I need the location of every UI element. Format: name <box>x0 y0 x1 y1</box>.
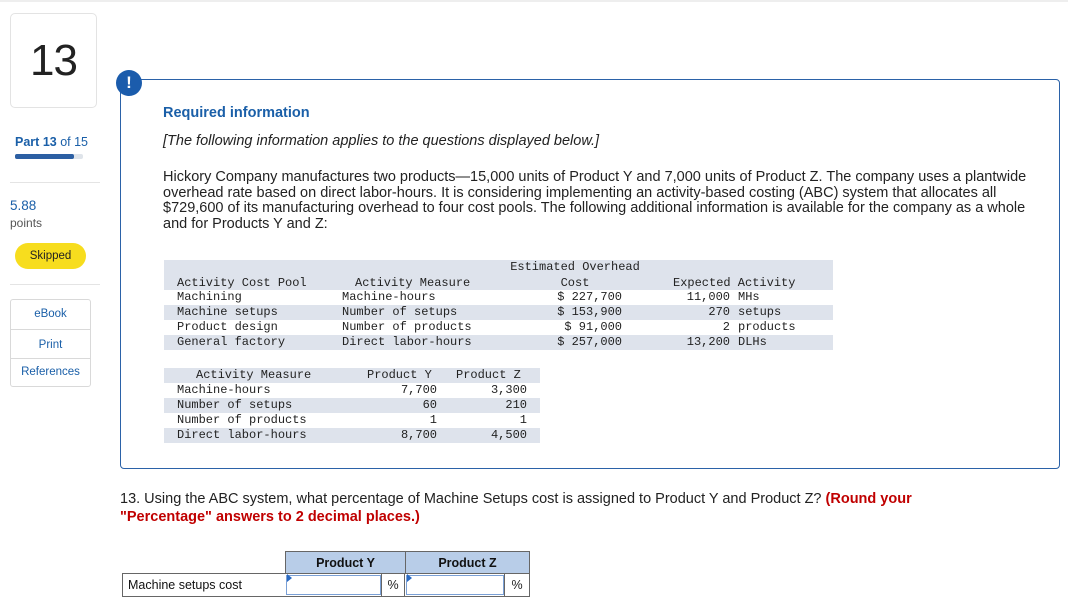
table-cell: MHs <box>738 290 760 304</box>
points-value: 5.88 <box>10 198 37 213</box>
link-separator <box>11 329 90 330</box>
table-cell: Direct labor-hours <box>177 428 307 442</box>
sidebar-divider <box>10 284 100 285</box>
table-cell: $ 153,900 <box>557 305 622 319</box>
table-cell: 1 <box>519 413 527 427</box>
table-cell: 270 <box>708 305 730 319</box>
table-cell: General factory <box>177 335 286 349</box>
table-cell: $ 91,000 <box>564 320 622 334</box>
part-total: of 15 <box>60 135 89 149</box>
table-cell: $ 257,000 <box>557 335 622 349</box>
resource-links <box>10 299 91 387</box>
product-z-percentage-input[interactable] <box>406 575 504 595</box>
references-link[interactable]: References <box>21 366 80 378</box>
status-badge: Skipped <box>15 243 86 269</box>
applies-note: [The following information applies to the questions displayed below.] <box>163 133 600 149</box>
column-header: Activity Cost Pool <box>177 276 307 290</box>
part-number: 13 <box>42 135 57 149</box>
table-cell: Number of setups <box>342 305 458 319</box>
column-header: Product Y <box>367 368 432 382</box>
question-prompt: 13. Using the ABC system, what percentage of Machine Setups cost is assigned to Product Y and Product Z? <box>120 491 822 507</box>
top-border <box>0 0 1068 2</box>
table-cell: Product design <box>177 320 278 334</box>
problem-paragraph: Hickory Company manufactures two products—15,000 units of Product Y and 7,000 units of Product Z. The company uses a plantwide overhead rate based on direct labor-hours. It is considering implementing an activity-based costing (ABC) system that allocates all $729,600 of its manufacturing overhead to four cost pools. The following additional information is available for the company as a whole and for Products Y and Z: <box>163 169 1027 232</box>
percent-unit: % <box>381 573 405 597</box>
table-cell: 13,200 <box>686 335 730 349</box>
table-cell: 2 <box>722 320 730 334</box>
product-y-percentage-input[interactable] <box>286 575 381 595</box>
part-label: Part <box>15 135 40 149</box>
table-cell: $ 227,700 <box>557 290 622 304</box>
link-separator <box>11 358 90 359</box>
column-header: Activity Measure <box>196 368 312 382</box>
input-cell-z <box>405 573 505 597</box>
table-cell: 210 <box>505 398 527 412</box>
table-cell: Number of setups <box>177 398 293 412</box>
table-cell: 8,700 <box>400 428 437 442</box>
question-text <box>120 490 1000 526</box>
alert-icon: ! <box>116 70 142 96</box>
answer-row-label: Machine setups cost <box>122 573 286 597</box>
answer-flag-icon <box>287 574 292 582</box>
input-cell-y <box>285 573 382 597</box>
table-cell: setups <box>738 305 782 319</box>
ebook-link[interactable]: eBook <box>34 308 67 320</box>
required-info-title: Required information <box>163 105 310 121</box>
table-cell: 1 <box>429 413 437 427</box>
table-cell: Machine-hours <box>177 383 271 397</box>
column-header: Product Z <box>456 368 521 382</box>
table-cell: Machine-hours <box>342 290 436 304</box>
table-cell: 4,500 <box>490 428 527 442</box>
answer-flag-icon <box>407 574 412 582</box>
answer-header-product-y: Product Y <box>285 551 406 574</box>
column-header: Estimated Overhead <box>510 260 640 274</box>
table-cell: 60 <box>422 398 437 412</box>
table-cell: Direct labor-hours <box>342 335 472 349</box>
sidebar-divider <box>10 182 100 183</box>
answer-header-product-z: Product Z <box>405 551 530 574</box>
column-header: Expected Activity <box>673 276 796 290</box>
table-cell: DLHs <box>738 335 767 349</box>
table-cell: 3,300 <box>490 383 527 397</box>
part-indicator <box>15 135 88 149</box>
table-cell: products <box>738 320 796 334</box>
points-label: points <box>10 216 43 230</box>
table-cell: 11,000 <box>686 290 730 304</box>
table-cell: Machining <box>177 290 242 304</box>
question-number: 13 <box>10 13 97 108</box>
table-cell: Machine setups <box>177 305 278 319</box>
part-progress-bar <box>15 154 83 159</box>
table-cell: Number of products <box>342 320 472 334</box>
table-cell: 7,700 <box>400 383 437 397</box>
rounding-instruction: (Round your "Percentage" answers to 2 decimal places.) <box>120 491 912 525</box>
percent-unit: % <box>504 573 530 597</box>
column-header: Activity Measure <box>355 276 471 290</box>
progress-fill <box>15 154 74 159</box>
column-header: Cost <box>560 276 590 290</box>
table-cell: Number of products <box>177 413 307 427</box>
print-link[interactable]: Print <box>38 339 63 351</box>
